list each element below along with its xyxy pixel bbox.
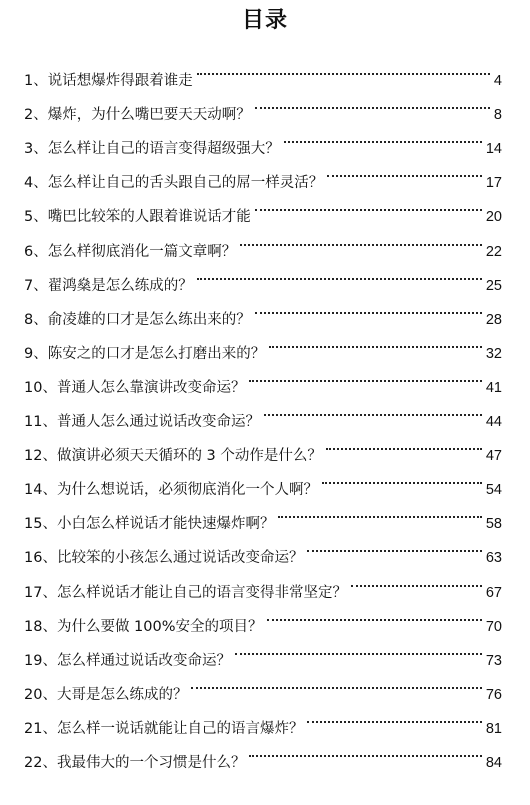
toc-entry-number: 3、 bbox=[24, 141, 48, 158]
toc-entry-title: 为什么想说话，必须彻底消化一个人啊？ bbox=[56, 482, 318, 499]
toc-entry-page-number: 17 bbox=[485, 175, 502, 192]
toc-entry-page-number: 4 bbox=[493, 73, 502, 90]
toc-entry-title: 我最伟大的一个习惯是什么？ bbox=[56, 754, 246, 771]
toc-dot-leader bbox=[240, 221, 482, 255]
toc-entry-page-number: 58 bbox=[485, 516, 502, 533]
toc-dot-leader bbox=[249, 733, 481, 767]
toc-dot-leader bbox=[249, 358, 481, 392]
toc-dot-leader bbox=[267, 597, 482, 631]
toc-dot-leader bbox=[322, 460, 482, 494]
toc-entry-page-number: 63 bbox=[485, 550, 502, 567]
toc-entry-number: 11、 bbox=[24, 414, 57, 431]
toc-dot-leader bbox=[191, 665, 481, 699]
toc-entry-page-number: 76 bbox=[485, 686, 502, 703]
toc-entry-page-number: 41 bbox=[485, 379, 502, 396]
toc-entry-page-number: 81 bbox=[485, 720, 502, 737]
toc-entry-page-number: 70 bbox=[485, 618, 502, 635]
toc-entry-page-number: 28 bbox=[485, 311, 502, 328]
toc-entry-title: 嘴巴比较笨的人跟着谁说话才能 bbox=[47, 209, 251, 226]
toc-entry-title: 怎么样让自己的语言变得超级强大？ bbox=[47, 141, 280, 158]
toc-entry-number: 6、 bbox=[24, 243, 48, 260]
toc-entry-page-number: 14 bbox=[485, 141, 502, 158]
toc-entry-page-number: 22 bbox=[485, 243, 502, 260]
toc-entry-title: 说话想爆炸得跟着谁走 bbox=[47, 73, 193, 90]
toc-entry-number: 14、 bbox=[24, 482, 57, 499]
toc-entry-title: 怎么样让自己的舌头跟自己的屌一样灵活？ bbox=[47, 175, 324, 192]
toc-entry-number: 8、 bbox=[24, 311, 48, 328]
toc-entry-page-number: 67 bbox=[485, 584, 502, 601]
toc-dot-leader bbox=[351, 562, 482, 596]
toc-dot-leader bbox=[255, 290, 482, 324]
toc-entry-title: 怎么样通过说话改变命运？ bbox=[56, 652, 231, 669]
toc-entry-page-number: 44 bbox=[485, 414, 502, 431]
toc-entry-title: 做演讲必须天天循环的 3 个动作是什么？ bbox=[56, 448, 322, 465]
toc-entry-number: 1、 bbox=[24, 73, 48, 90]
toc-entry-number: 16、 bbox=[24, 550, 57, 567]
toc-entry-number: 10、 bbox=[24, 379, 57, 396]
toc-entry-title: 普通人怎么靠演讲改变命运？ bbox=[56, 379, 246, 396]
toc-entry-title: 俞凌雄的口才是怎么练出来的？ bbox=[47, 311, 251, 328]
toc-dot-leader bbox=[197, 256, 482, 290]
toc-entry-title: 翟鸿燊是怎么练成的？ bbox=[47, 277, 193, 294]
toc-entry-title: 怎么样一说话就能让自己的语言爆炸？ bbox=[56, 720, 304, 737]
toc-list bbox=[24, 51, 502, 771]
toc-dot-leader bbox=[278, 494, 481, 528]
toc-dot-leader bbox=[307, 528, 481, 562]
toc-entry-number: 2、 bbox=[24, 107, 48, 124]
toc-entry-page-number: 47 bbox=[485, 448, 502, 465]
toc-entry-title: 为什么要做 100%安全的项目？ bbox=[56, 618, 263, 635]
toc-entry-page-number: 20 bbox=[485, 209, 502, 226]
toc-entry[interactable] bbox=[24, 51, 502, 90]
toc-title: 目录 bbox=[241, 8, 288, 33]
toc-dot-leader bbox=[264, 392, 482, 426]
toc-entry-number: 18、 bbox=[24, 618, 57, 635]
toc-dot-leader bbox=[255, 85, 490, 119]
toc-entry-number: 19、 bbox=[24, 652, 57, 669]
toc-entry-title: 小白怎么样说话才能快速爆炸啊？ bbox=[56, 516, 275, 533]
toc-entry-title: 大哥是怎么练成的？ bbox=[56, 686, 188, 703]
toc-entry-number: 15、 bbox=[24, 516, 57, 533]
toc-dot-leader bbox=[326, 426, 482, 460]
toc-dot-leader bbox=[269, 324, 482, 358]
toc-dot-leader bbox=[197, 51, 490, 85]
toc-entry-page-number: 32 bbox=[485, 345, 502, 362]
toc-entry-page-number: 54 bbox=[485, 482, 502, 499]
toc-entry-number: 4、 bbox=[24, 175, 48, 192]
toc-entry-page-number: 73 bbox=[485, 652, 502, 669]
toc-entry-page-number: 25 bbox=[485, 277, 502, 294]
toc-entry-number: 5、 bbox=[24, 209, 48, 226]
toc-entry-title: 普通人怎么通过说话改变命运？ bbox=[56, 414, 260, 431]
toc-entry-number: 17、 bbox=[24, 584, 57, 601]
toc-dot-leader bbox=[327, 153, 482, 187]
toc-entry-page-number: 8 bbox=[493, 107, 502, 124]
toc-entry-title: 爆炸，为什么嘴巴要天天动啊？ bbox=[47, 107, 251, 124]
toc-entry-number: 22、 bbox=[24, 754, 57, 771]
toc-entry-number: 9、 bbox=[24, 345, 48, 362]
toc-entry-title: 陈安之的口才是怎么打磨出来的？ bbox=[47, 345, 266, 362]
toc-dot-leader bbox=[235, 631, 482, 665]
toc-dot-leader bbox=[255, 187, 482, 221]
toc-entry-page-number: 84 bbox=[485, 754, 502, 771]
toc-entry-title: 怎么样彻底消化一篇文章啊？ bbox=[47, 243, 237, 260]
toc-entry-number: 20、 bbox=[24, 686, 57, 703]
toc-dot-leader bbox=[307, 699, 481, 733]
toc-entry-title: 怎么样说话才能让自己的语言变得非常坚定？ bbox=[56, 584, 347, 601]
toc-entry-number: 12、 bbox=[24, 448, 57, 465]
toc-entry-number: 21、 bbox=[24, 720, 57, 737]
toc-entry-title: 比较笨的小孩怎么通过说话改变命运？ bbox=[56, 550, 304, 567]
toc-dot-leader bbox=[284, 119, 482, 153]
toc-entry-number: 7、 bbox=[24, 277, 48, 294]
